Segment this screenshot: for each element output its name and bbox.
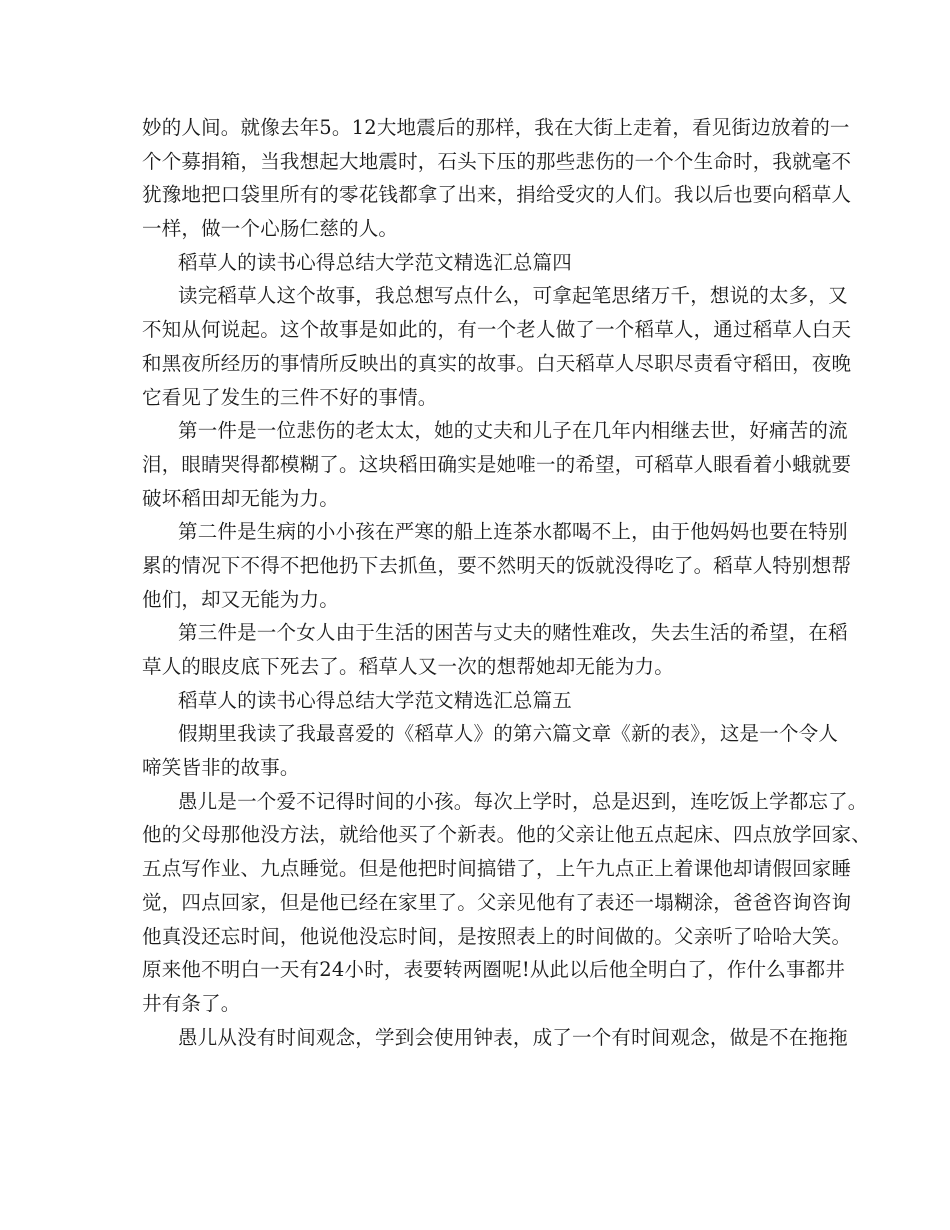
text-line: 累的情况下不得不把他扔下去抓鱼，要不然明天的饭就没得吃了。稻草人特别想帮 (142, 553, 852, 577)
text-line: 犹豫地把口袋里所有的零花钱都拿了出来，捐给受灾的人们。我以后也要向稻草人 (142, 183, 852, 207)
text-line: 妙的人间。就像去年5。12大地震后的那样，我在大街上走着，看见街边放着的一 (142, 116, 850, 139)
text-line: 第一件是一位悲伤的老太太，她的丈夫和儿子在几年内相继去世，好痛苦的流 (178, 419, 848, 443)
text-line: 啼笑皆非的故事。 (142, 756, 300, 780)
text-line: 破坏稻田却无能为力。 (142, 486, 340, 510)
text-line: 读完稻草人这个故事，我总想写点什么，可拿起笔思绪万千，想说的太多，又 (178, 284, 848, 308)
text-line: 和黑夜所经历的事情所反映出的真实的故事。白天稻草人尽职尽责看守稻田，夜晚 (142, 351, 852, 375)
text-line: 他们，却又无能为力。 (142, 587, 340, 611)
text-line: 愚儿从没有时间观念，学到会使用钟表，成了一个有时间观念，做是不在拖拖 (178, 1025, 848, 1049)
text-line: 泪，眼睛哭得都模糊了。这块稻田确实是她唯一的希望，可稻草人眼看着小蛾就要 (142, 452, 852, 476)
text-line: 不知从何说起。这个故事是如此的，有一个老人做了一个稻草人，通过稻草人白天 (142, 318, 852, 342)
text-line: 第三件是一个女人由于生活的困苦与丈夫的赌性难改，失去生活的希望，在稻 (178, 621, 848, 645)
document-body (142, 111, 871, 1054)
section-heading: 稻草人的读书心得总结大学范文精选汇总篇五 (178, 688, 573, 712)
text-line: 五点写作业、九点睡觉。但是他把时间搞错了，上午九点正上着课他却请假回家睡 (142, 857, 852, 881)
text-line: 他的父母那他没方法，就给他买了个新表。他的父亲让他五点起床、四点放学回家、 (142, 823, 871, 847)
text-line: 它看见了发生的三件不好的事情。 (142, 385, 438, 409)
text-line: 假期里我读了我最喜爱的《稻草人》的第六篇文章《新的表》，这是一个令人 (178, 722, 839, 746)
text-line: 一样，做一个心肠仁慈的人。 (142, 217, 399, 241)
section-heading: 稻草人的读书心得总结大学范文精选汇总篇四 (178, 250, 573, 274)
text-line: 第二件是生病的小小孩在严寒的船上连茶水都喝不上，由于他妈妈也要在特别 (178, 520, 848, 544)
text-line: 原来他不明白一天有24小时，表要转两圈呢!从此以后他全明白了，作什么事都井 (142, 958, 846, 982)
text-line: 井有条了。 (142, 991, 241, 1015)
text-line: 草人的眼皮底下死去了。稻草人又一次的想帮她却无能为力。 (142, 655, 674, 678)
text-line: 觉，四点回家，但是他已经在家里了。父亲见他有了表还一塌糊涂，爸爸咨询咨询 (142, 890, 852, 914)
text-line: 他真没还忘时间，他说他没忘时间，是按照表上的时间做的。父亲听了哈哈大笑。 (142, 924, 852, 948)
text-line: 个个募捐箱，当我想起大地震时，石头下压的那些悲伤的一个个生命时，我就毫不 (142, 149, 852, 173)
text-line: 愚儿是一个爱不记得时间的小孩。每次上学时，总是迟到，连吃饭上学都忘了。 (178, 789, 868, 813)
